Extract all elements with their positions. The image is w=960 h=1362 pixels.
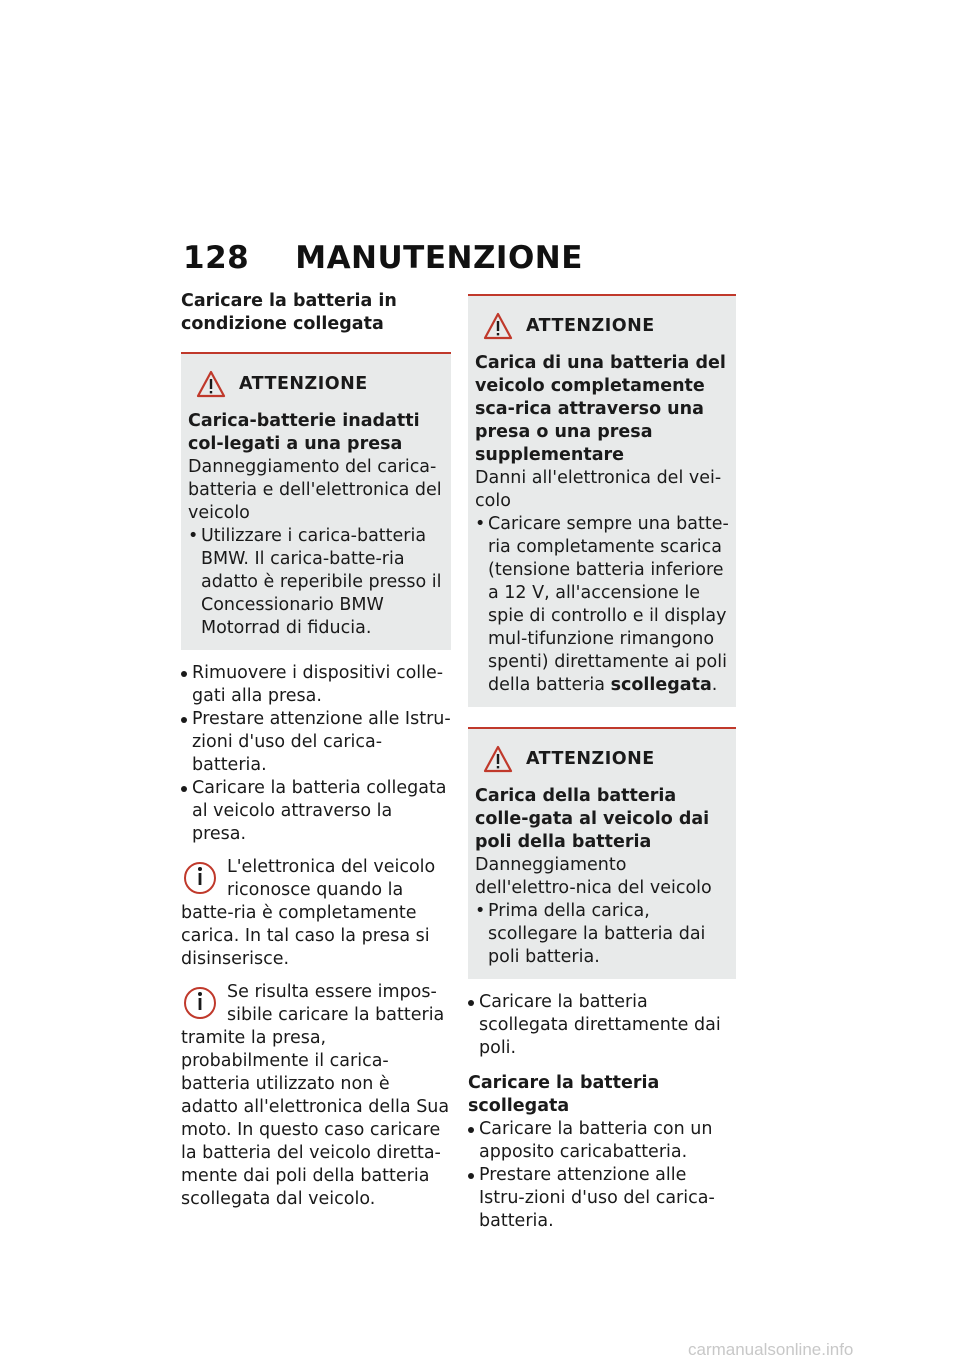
section-title: Caricare la batteria in condizione collegata — [181, 291, 397, 334]
warning-body: Danneggiamento del carica-batteria e dell'elettronica del veicolo — [188, 457, 442, 523]
bullet-list — [181, 662, 451, 846]
warning-header — [475, 745, 730, 773]
warning-bullet-list — [188, 525, 445, 640]
list-item: Caricare la batteria con un apposito caricabatteria. — [468, 1118, 736, 1164]
warning-triangle-icon — [483, 745, 513, 773]
list-item: Caricare la batteria scollegata direttamente dai poli. — [468, 991, 736, 1060]
watermark: carmanualsonline.info — [688, 1340, 854, 1359]
info-note — [181, 856, 451, 971]
info-text: Se risulta essere impos-sibile caricare la batteria tramite la presa, probabilmente il carica-batteria utilizzato non è adatto all'elettronica della Sua moto. In questo caso caricare la batteria del veicolo diretta-mente dai poli della batteria scollegata dal veicolo. — [181, 982, 450, 1209]
bullet-end: . — [711, 675, 718, 695]
list-item: • Prima della carica, scollegare la batteria dai poli batteria. — [475, 900, 730, 969]
warning-title: Carica della batteria colle-gata al veicolo dai poli della batteria — [475, 786, 710, 852]
section-title: Caricare la batteria scollegata — [468, 1073, 660, 1116]
warning-label: ATTENZIONE — [526, 749, 655, 769]
list-item: Prestare attenzione alle Istru-zioni d'uso del carica-batteria. — [181, 708, 451, 777]
list-item: Prestare attenzione alle Istru-zioni d'uso del carica-batteria. — [468, 1164, 736, 1233]
warning-label: ATTENZIONE — [239, 374, 368, 394]
page-header — [183, 240, 583, 276]
bullet-bold-text: scollegata — [610, 675, 712, 695]
warning-header — [475, 312, 730, 340]
warning-label: ATTENZIONE — [526, 316, 655, 336]
info-note — [181, 981, 451, 1211]
right-column — [468, 294, 736, 1233]
warning-bullet-list — [475, 513, 730, 697]
warning-bullet-list — [475, 900, 730, 969]
info-text: L'elettronica del veicolo riconosce quando la batte-ria è completamente carica. In tal caso la presa si disinserisce. — [181, 857, 436, 969]
warning-box — [468, 727, 736, 979]
info-icon — [183, 856, 217, 896]
warning-box — [468, 294, 736, 707]
bullet-list — [468, 1118, 736, 1233]
warning-title: Carica di una batteria del veicolo completamente sca-rica attraverso una presa o una presa supplementare — [475, 353, 726, 465]
info-icon — [183, 981, 217, 1021]
warning-header — [188, 370, 445, 398]
warning-body: Danneggiamento dell'elettro-nica del veicolo — [475, 855, 712, 898]
list-item: Rimuovere i dispositivi colle-gati alla presa. — [181, 662, 451, 708]
warning-title: Carica-batterie inadatti col-legati a una presa — [188, 411, 420, 454]
bullet-list — [468, 991, 736, 1060]
warning-triangle-icon — [483, 312, 513, 340]
warning-triangle-icon — [196, 370, 226, 398]
list-item — [475, 513, 730, 697]
list-item: • Utilizzare i carica-batteria BMW. Il carica-batte-ria adatto è reperibile presso il Concessionario BMW Motorrad di fiducia. — [188, 525, 445, 640]
left-column — [181, 290, 451, 1211]
list-item: Caricare la batteria collegata al veicolo attraverso la presa. — [181, 777, 451, 846]
warning-body: Danni all'elettronica del vei-colo — [475, 468, 722, 511]
chapter-title: MANUTENZIONE — [295, 240, 583, 276]
page-number: 128 — [183, 240, 250, 276]
warning-box — [181, 352, 451, 650]
bullet-text: Caricare sempre una batte-ria completamente scarica (tensione batteria inferiore a 12 V, all'accensione le spie di controllo e il display mul-tifunzione rimangono spenti) direttamente ai poli della batteria — [488, 514, 729, 695]
